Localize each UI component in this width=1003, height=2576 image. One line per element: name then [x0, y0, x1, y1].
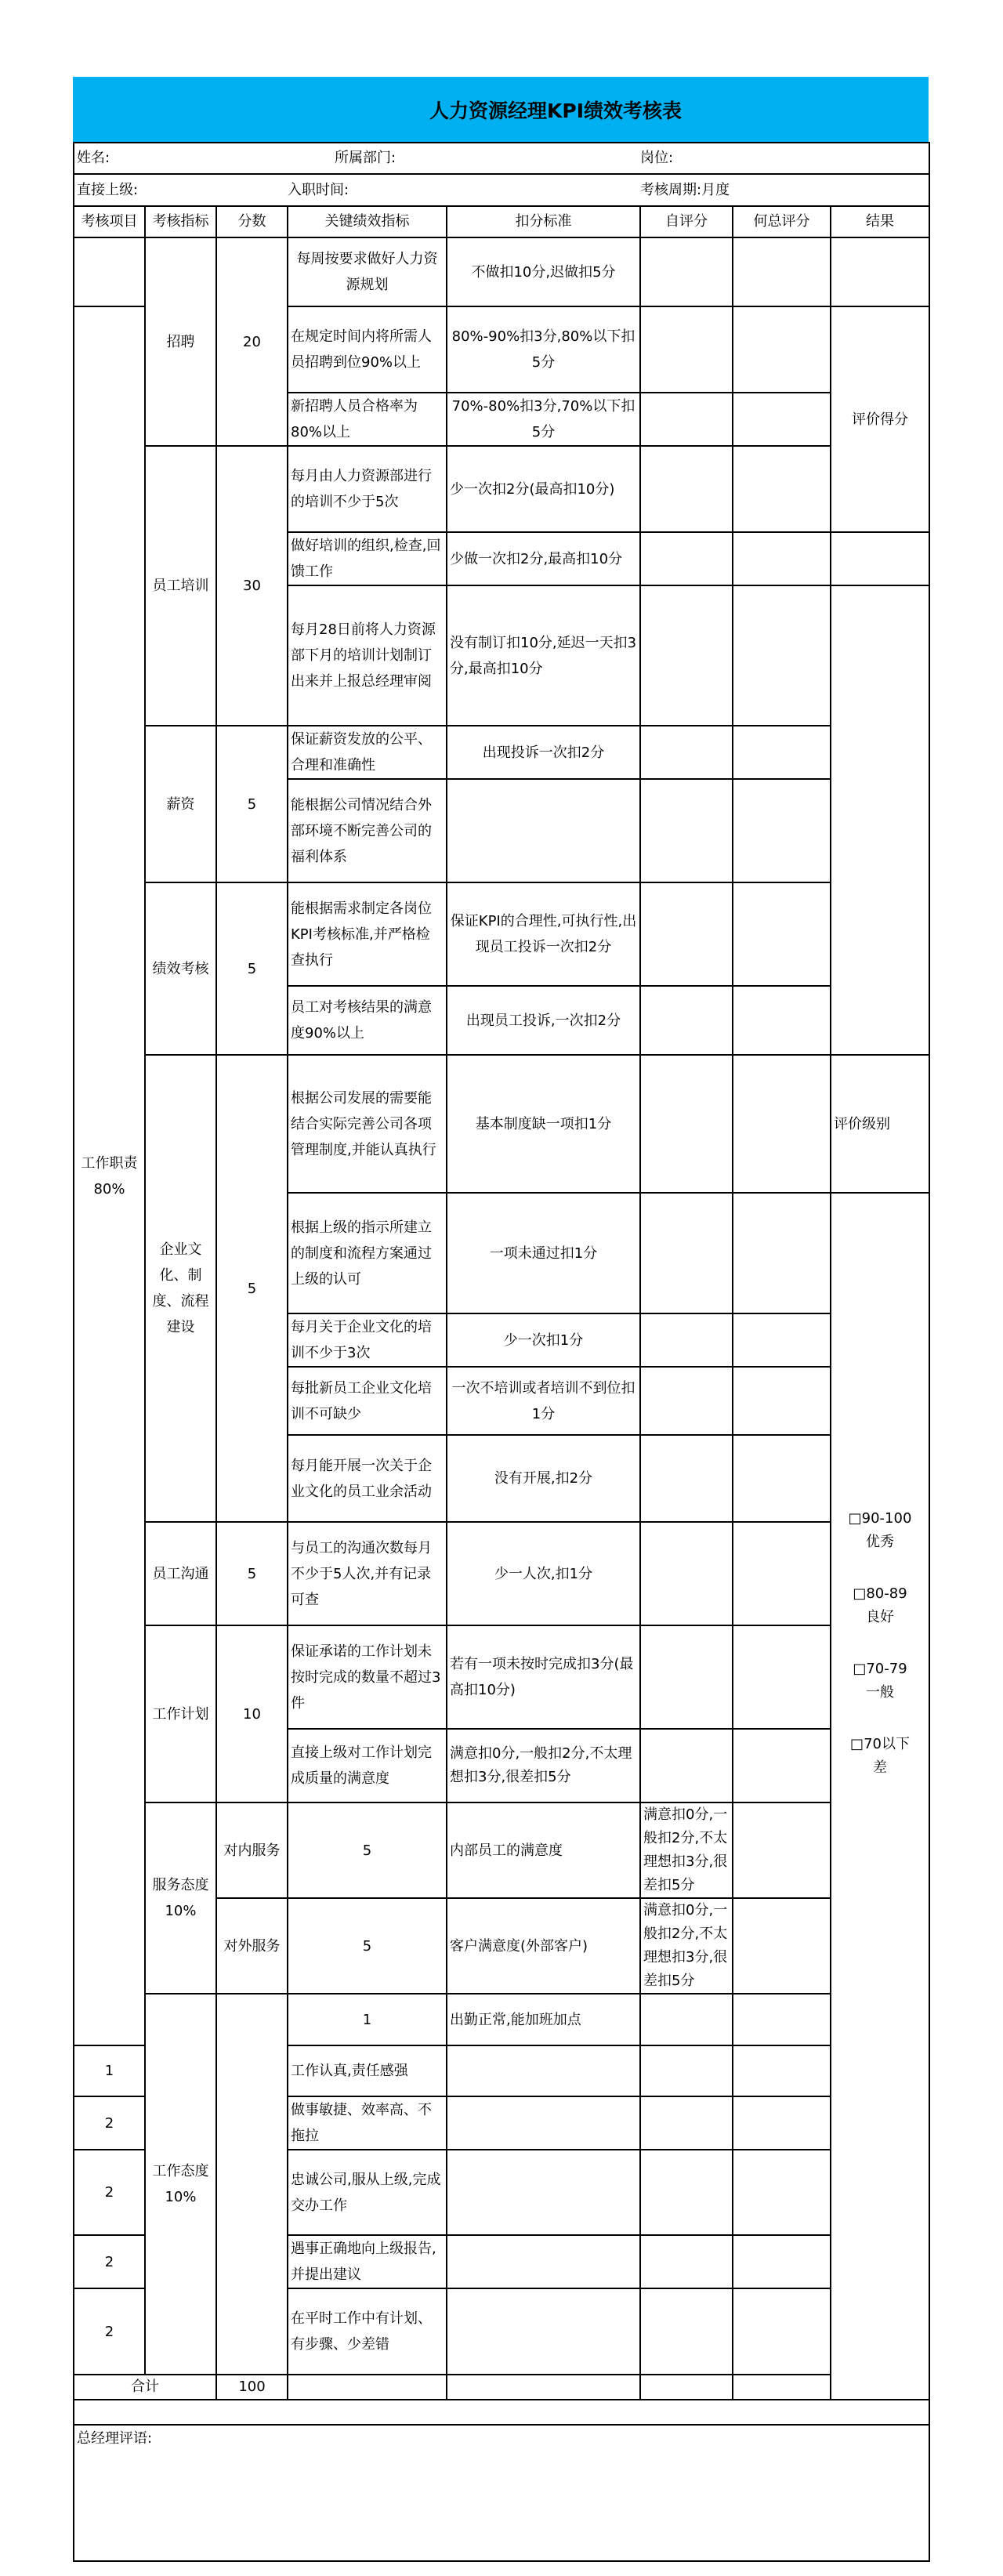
kpi-cell: 能根据公司情况结合外部环境不断完善公司的福利体系: [288, 779, 447, 882]
period-field[interactable]: 考核周期:月度: [640, 174, 929, 206]
kpi-cell: 出勤正常,能加班加点: [447, 1994, 640, 2045]
indicator-internal-service: 对内服务: [216, 1802, 288, 1898]
header-result: 结果: [831, 206, 929, 237]
self-score-input[interactable]: [733, 1802, 831, 1898]
self-score-input[interactable]: [640, 1435, 733, 1522]
score-cell: 2: [74, 2096, 145, 2150]
self-score-input[interactable]: [733, 1994, 831, 2045]
kpi-cell: 每月能开展一次关于企业文化的员工业余活动: [288, 1435, 447, 1522]
standard-cell: 没有制订扣10分,延迟一天扣3分,最高扣10分: [447, 585, 640, 726]
result-score-label: 评价得分: [831, 306, 929, 532]
standard-cell: 没有开展,扣2分: [447, 1435, 640, 1522]
manager-score-input[interactable]: [733, 1729, 831, 1802]
manager-score-input[interactable]: [733, 882, 831, 986]
indicator-performance: 绩效考核: [145, 882, 216, 1055]
standard-cell: 基本制度缺一项扣1分: [447, 1055, 640, 1193]
self-score-input[interactable]: [640, 2045, 733, 2096]
manager-score-input[interactable]: [733, 1193, 831, 1313]
standard-cell: 少一次扣1分: [447, 1313, 640, 1367]
info-row-2: [74, 174, 929, 206]
self-score-input[interactable]: [640, 532, 733, 585]
kpi-cell: 根据上级的指示所建立的制度和流程方案通过上级的认可: [288, 1193, 447, 1313]
manager-score-input[interactable]: [733, 2045, 831, 2096]
table-row: [74, 446, 929, 532]
blank-row: [74, 2400, 929, 2425]
manager-score-input[interactable]: [733, 2235, 831, 2288]
standard-cell: 满意扣0分,一般扣2分,不太理想扣3分,很差扣5分: [447, 1729, 640, 1802]
score-work-plan: 10: [216, 1625, 288, 1802]
indicator-culture: 企业文化、制度、流程建设: [145, 1055, 216, 1522]
blank-cell: [74, 2400, 929, 2425]
total-score: 100: [216, 2375, 288, 2400]
self-score-input[interactable]: [640, 306, 733, 393]
total-self-score[interactable]: [640, 2375, 733, 2400]
self-score-input[interactable]: [640, 2235, 733, 2288]
position-field[interactable]: 岗位:: [640, 143, 929, 174]
gm-comment-label: 总经理评语:: [77, 2430, 153, 2447]
manager-score-input[interactable]: [733, 726, 831, 779]
manager-score-input[interactable]: [733, 779, 831, 882]
self-score-input[interactable]: [733, 1898, 831, 1994]
manager-score-input[interactable]: [733, 986, 831, 1055]
result-cell[interactable]: [831, 532, 929, 585]
table-row: [74, 237, 929, 306]
manager-score-input[interactable]: [733, 1625, 831, 1729]
total-standard-cell: [447, 2375, 640, 2400]
gm-comment-field[interactable]: [74, 2425, 929, 2561]
grade-option-good[interactable]: □80-89 良好: [853, 1585, 907, 1625]
self-score-input[interactable]: [640, 585, 733, 726]
grade-option-excellent[interactable]: □90-100 优秀: [848, 1510, 912, 1550]
kpi-cell: 能根据需求制定各岗位KPI考核标准,并严格检查执行: [288, 882, 447, 986]
header-manager-score: 何总评分: [733, 206, 831, 237]
kpi-cell: 做好培训的组织,检查,回馈工作: [288, 532, 447, 585]
standard-cell: [447, 2288, 640, 2375]
checkbox-icon[interactable]: □: [848, 1510, 862, 1527]
indicator-work-plan: 工作计划: [145, 1625, 216, 1802]
category-blank-cell: [74, 237, 145, 306]
indicator-external-service: 对外服务: [216, 1898, 288, 1994]
self-score-input[interactable]: [640, 1625, 733, 1729]
score-external-service: 5: [288, 1898, 447, 1994]
header-standard: 扣分标准: [447, 206, 640, 237]
self-score-input[interactable]: [640, 446, 733, 532]
table-row: [74, 1994, 929, 2045]
kpi-table: [73, 142, 930, 2562]
kpi-cell: 每月28日前将人力资源部下月的培训计划制订出来并上报总经理审阅: [288, 585, 447, 726]
manager-score-input[interactable]: [733, 2150, 831, 2235]
standard-cell: 一次不培训或者培训不到位扣1分: [447, 1367, 640, 1435]
header-indicator: 考核指标: [145, 206, 216, 237]
standard-cell: 不做扣10分,迟做扣5分: [447, 237, 640, 306]
category-service-attitude: 服务态度10%: [145, 1802, 216, 1994]
kpi-cell: 每周按要求做好人力资源规划: [288, 237, 447, 306]
table-row: [74, 1055, 929, 1193]
header-score: 分数: [216, 206, 288, 237]
score-cell: 1: [74, 2045, 145, 2096]
standard-cell: 少一人次,扣1分: [447, 1522, 640, 1625]
sheet-title: 人力资源经理KPI绩效考核表: [73, 77, 929, 142]
kpi-cell: 每月关于企业文化的培训不少于3次: [288, 1313, 447, 1367]
manager-score-input[interactable]: [733, 1367, 831, 1435]
table-row: [74, 1625, 929, 1729]
manager-score-input[interactable]: [733, 1313, 831, 1367]
header-category: 考核项目: [74, 206, 145, 237]
manager-score-input[interactable]: [733, 585, 831, 726]
manager-score-input[interactable]: [733, 1055, 831, 1193]
indicator-recruit: 招聘: [145, 237, 216, 446]
comment-row: [74, 2425, 929, 2561]
kpi-cell: 工作认真,责任感强: [288, 2045, 447, 2096]
indicator-training: 员工培训: [145, 446, 216, 726]
kpi-cell: 每月由人力资源部进行的培训不少于5次: [288, 446, 447, 532]
checkbox-icon[interactable]: □: [850, 1736, 864, 1752]
score-training: 30: [216, 446, 288, 726]
self-score-input[interactable]: [640, 1522, 733, 1625]
total-manager-score[interactable]: [733, 2375, 831, 2400]
kpi-cell: 客户满意度(外部客户): [447, 1898, 640, 1994]
checkbox-icon[interactable]: □: [853, 1585, 867, 1602]
result-level-label: 评价级别: [831, 1055, 929, 1193]
kpi-cell: 保证承诺的工作计划未按时完成的数量不超过3件: [288, 1625, 447, 1729]
kpi-cell: 员工对考核结果的满意度90%以上: [288, 986, 447, 1055]
total-label: 合计: [74, 2375, 216, 2400]
self-score-input[interactable]: [640, 1367, 733, 1435]
standard-cell: 满意扣0分,一般扣2分,不太理想扣3分,很差扣5分: [640, 1898, 733, 1994]
score-internal-service: 5: [288, 1802, 447, 1898]
standard-cell: 出现员工投诉,一次扣2分: [447, 986, 640, 1055]
kpi-cell: 做事敏捷、效率高、不拖拉: [288, 2096, 447, 2150]
grade-options: [831, 1193, 929, 2400]
hire-date-field[interactable]: 入职时间:: [288, 174, 640, 206]
manager-score-input[interactable]: [733, 393, 831, 446]
indicator-communication: 员工沟通: [145, 1522, 216, 1625]
table-row: [74, 882, 929, 986]
standard-cell: 少一次扣2分(最高扣10分): [447, 446, 640, 532]
supervisor-field[interactable]: 直接上级:: [74, 174, 288, 206]
kpi-cell: 在平时工作中有计划、有步骤、少差错: [288, 2288, 447, 2375]
table-row: [74, 1522, 929, 1625]
self-score-input[interactable]: [640, 1729, 733, 1802]
standard-cell: 70%-80%扣3分,70%以下扣5分: [447, 393, 640, 446]
kpi-cell: 保证薪资发放的公平、合理和准确性: [288, 726, 447, 779]
standard-cell: [447, 2235, 640, 2288]
standard-cell: [447, 2045, 640, 2096]
score-communication: 5: [216, 1522, 288, 1625]
score-recruit: 20: [216, 237, 288, 446]
self-score-input[interactable]: [640, 2096, 733, 2150]
kpi-cell: 与员工的沟通次数每月不少于5人次,并有记录可查: [288, 1522, 447, 1625]
table-header: [74, 206, 929, 237]
kpi-cell: 根据公司发展的需要能结合实际完善公司各项管理制度,并能认真执行: [288, 1055, 447, 1193]
score-cell: 2: [74, 2235, 145, 2288]
kpi-cell: 新招聘人员合格率为80%以上: [288, 393, 447, 446]
department-field[interactable]: 所属部门:: [288, 143, 640, 174]
score-performance: 5: [216, 882, 288, 1055]
score-salary: 5: [216, 726, 288, 882]
table-row: [74, 726, 929, 779]
kpi-sheet: [73, 77, 929, 2562]
manager-score-input[interactable]: [733, 1435, 831, 1522]
self-score-input[interactable]: [640, 1193, 733, 1313]
self-score-input[interactable]: [640, 393, 733, 446]
standard-cell: [447, 2096, 640, 2150]
standard-cell: 出现投诉一次扣2分: [447, 726, 640, 779]
self-score-input[interactable]: [640, 779, 733, 882]
self-score-input[interactable]: [640, 1313, 733, 1367]
kpi-cell: 忠诚公司,服从上级,完成交办工作: [288, 2150, 447, 2235]
category-work-duty: 工作职责80%: [74, 306, 145, 2045]
standard-cell: 若有一项未按时完成扣3分(最高扣10分): [447, 1625, 640, 1729]
kpi-cell: 内部员工的满意度: [447, 1802, 640, 1898]
score-cell: 2: [74, 2288, 145, 2375]
standard-cell: [447, 2150, 640, 2235]
result-cell[interactable]: [831, 237, 929, 306]
self-score-input[interactable]: [640, 882, 733, 986]
manager-score-input[interactable]: [733, 237, 831, 306]
header-kpi: 关键绩效指标: [288, 206, 447, 237]
manager-score-input[interactable]: [733, 446, 831, 532]
total-kpi-cell: [288, 2375, 447, 2400]
grade-option-average[interactable]: □70-79 一般: [853, 1661, 907, 1701]
indicator-blank-cell: [216, 1994, 288, 2375]
total-row: [74, 2375, 929, 2400]
grade-option-poor[interactable]: □70以下 差: [850, 1736, 910, 1776]
self-score-input[interactable]: [640, 2150, 733, 2235]
info-row-1: [74, 143, 929, 174]
kpi-cell: 遇事正确地向上级报告,并提出建议: [288, 2235, 447, 2288]
manager-score-input[interactable]: [733, 2096, 831, 2150]
kpi-cell: 每批新员工企业文化培训不可缺少: [288, 1367, 447, 1435]
result-cell[interactable]: [831, 585, 929, 1055]
manager-score-input[interactable]: [733, 2288, 831, 2375]
standard-cell: 少做一次扣2分,最高扣10分: [447, 532, 640, 585]
standard-cell: [447, 779, 640, 882]
self-score-input[interactable]: [640, 726, 733, 779]
self-score-input[interactable]: [640, 1055, 733, 1193]
score-cell: 2: [74, 2150, 145, 2235]
manager-score-input[interactable]: [733, 306, 831, 393]
indicator-salary: 薪资: [145, 726, 216, 882]
score-culture: 5: [216, 1055, 288, 1522]
self-score-input[interactable]: [640, 2288, 733, 2375]
table-row: [74, 1802, 929, 1898]
standard-cell: 一项未通过扣1分: [447, 1193, 640, 1313]
score-cell: 1: [288, 1994, 447, 2045]
checkbox-icon[interactable]: □: [853, 1661, 867, 1677]
standard-cell: 保证KPI的合理性,可执行性,出现员工投诉一次扣2分: [447, 882, 640, 986]
kpi-cell: 在规定时间内将所需人员招聘到位90%以上: [288, 306, 447, 393]
header-self-score: 自评分: [640, 206, 733, 237]
standard-cell: 80%-90%扣3分,80%以下扣5分: [447, 306, 640, 393]
name-field[interactable]: 姓名:: [74, 143, 288, 174]
self-score-input[interactable]: [640, 986, 733, 1055]
self-score-input[interactable]: [640, 237, 733, 306]
kpi-cell: 直接上级对工作计划完成质量的满意度: [288, 1729, 447, 1802]
standard-cell: 满意扣0分,一般扣2分,不太理想扣3分,很差扣5分: [640, 1802, 733, 1898]
manager-score-input[interactable]: [733, 532, 831, 585]
manager-score-input[interactable]: [733, 1522, 831, 1625]
standard-cell: [640, 1994, 733, 2045]
category-work-attitude: 工作态度10%: [145, 1994, 216, 2375]
